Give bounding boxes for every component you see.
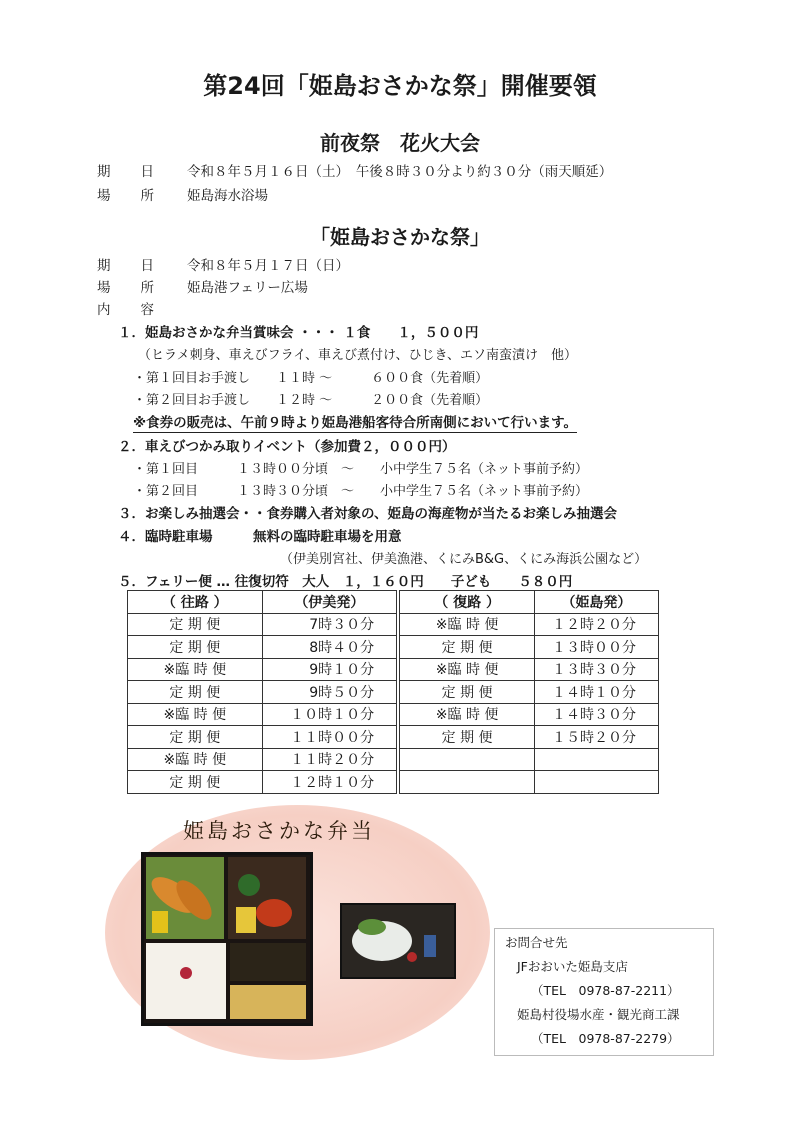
table-cell: １１時００分 xyxy=(262,726,397,749)
fireworks-date: 令和８年５月１６日（土） 午後８時３０分より約３０分（雨天順延） xyxy=(187,164,613,180)
festival-place: 姫島港フェリー広場 xyxy=(187,280,308,296)
table-row xyxy=(128,771,659,794)
column-header: （姫島発） xyxy=(534,591,658,614)
contact-box xyxy=(494,928,714,1056)
table-cell: 定 期 便 xyxy=(128,726,263,749)
table-cell: １１時２０分 xyxy=(262,748,397,771)
bento-illustration xyxy=(144,855,310,1023)
item-3: ３．お楽しみ抽選会・・食券購入者対象の、姫島の海産物が当たるお楽しみ抽選会 xyxy=(118,506,617,522)
table-cell xyxy=(534,771,658,794)
table-row xyxy=(128,726,659,749)
table-cell: 定 期 便 xyxy=(400,636,535,659)
festival-heading: 「姫島おさかな祭」 xyxy=(310,225,490,249)
item-1-session-1: ・第１回目お手渡し １１時 ～ ６００食（先着順） xyxy=(133,371,489,386)
table-cell: 定 期 便 xyxy=(128,636,263,659)
contact-tel-1: （TEL 0978-87-2211） xyxy=(531,983,680,998)
festival-date-row xyxy=(97,254,349,274)
item-2-session-1: ・第１回目 １３時００分頃 ～ 小中学生７５名（ネット事前予約） xyxy=(133,462,589,477)
column-header: （伊美発） xyxy=(262,591,397,614)
fireworks-date-row xyxy=(97,160,612,180)
item-4: ４．臨時駐車場 無料の臨時駐車場を用意 xyxy=(118,529,402,545)
festival-date: 令和８年５月１７日（日） xyxy=(187,258,349,274)
item-2-session-2: ・第２回目 １３時３０分頃 ～ 小中学生７５名（ネット事前予約） xyxy=(133,484,589,499)
table-cell: 定 期 便 xyxy=(128,681,263,704)
table-cell: 9時５０分 xyxy=(262,681,397,704)
festival-place-row xyxy=(97,276,308,296)
table-row xyxy=(128,748,659,771)
table-cell: １４時１０分 xyxy=(534,681,658,704)
bento-label: 姫島おさかな弁当 xyxy=(183,819,375,843)
table-row xyxy=(128,703,659,726)
contact-org-1: JFおおいた姫島支店 xyxy=(517,959,628,974)
table-cell xyxy=(400,771,535,794)
content-label: 内容 xyxy=(97,302,184,318)
column-header: （ 復路 ） xyxy=(400,591,535,614)
table-cell: ※臨 時 便 xyxy=(128,658,263,681)
date-label: 期日 xyxy=(97,164,184,180)
table-cell: １２時１０分 xyxy=(262,771,397,794)
item-4-detail: （伊美別宮社、伊美漁港、くにみB&G、くにみ海浜公園など） xyxy=(280,552,648,567)
column-header: （ 往路 ） xyxy=(128,591,263,614)
table-cell: 定 期 便 xyxy=(128,771,263,794)
contact-heading: お問合せ先 xyxy=(505,935,568,950)
fireworks-place-row xyxy=(97,184,268,204)
table-cell: ※臨 時 便 xyxy=(400,658,535,681)
sashimi-image xyxy=(340,903,456,979)
table-cell: 定 期 便 xyxy=(128,613,263,636)
place-label: 場所 xyxy=(97,188,184,204)
table-cell: 7時３０分 xyxy=(262,613,397,636)
fireworks-place: 姫島海水浴場 xyxy=(187,188,268,204)
fireworks-heading: 前夜祭 花火大会 xyxy=(320,131,480,155)
item-1-session-2: ・第２回目お手渡し １２時 ～ ２００食（先着順） xyxy=(133,393,489,408)
table-cell: 9時１０分 xyxy=(262,658,397,681)
date-label: 期日 xyxy=(97,258,184,274)
table-cell: １５時２０分 xyxy=(534,726,658,749)
table-header-row xyxy=(128,591,659,614)
table-cell: １３時３０分 xyxy=(534,658,658,681)
table-cell: １２時２０分 xyxy=(534,613,658,636)
contact-org-2: 姫島村役場水産・観光商工課 xyxy=(517,1007,680,1022)
ticket-note: ※食券の販売は、午前９時より姫島港船客待合所南側において行います。 xyxy=(133,411,577,433)
table-cell xyxy=(400,748,535,771)
table-cell: ※臨 時 便 xyxy=(400,703,535,726)
item-5: ５．フェリー便 … 往復切符 大人 １，１６０円 子ども ５８０円 xyxy=(118,574,573,590)
table-cell: １３時００分 xyxy=(534,636,658,659)
table-cell: 定 期 便 xyxy=(400,681,535,704)
contact-tel-2: （TEL 0978-87-2279） xyxy=(531,1031,680,1046)
table-row xyxy=(128,636,659,659)
ferry-timetable xyxy=(127,590,659,794)
table-cell: １０時１０分 xyxy=(262,703,397,726)
place-label: 場所 xyxy=(97,280,184,296)
table-cell: 8時４０分 xyxy=(262,636,397,659)
bento-box-image xyxy=(141,852,313,1026)
item-1: １．姫島おさかな弁当賞味会 ・・・ １食 １，５００円 xyxy=(118,325,479,341)
item-2: ２．車えびつかみ取りイベント（参加費２，０００円） xyxy=(118,439,456,455)
table-cell xyxy=(534,748,658,771)
table-cell: ※臨 時 便 xyxy=(128,748,263,771)
table-cell: ※臨 時 便 xyxy=(128,703,263,726)
table-row xyxy=(128,613,659,636)
table-cell: ※臨 時 便 xyxy=(400,613,535,636)
table-row xyxy=(128,658,659,681)
page-title: 第24回「姫島おさかな祭」開催要領 xyxy=(203,72,597,100)
table-row xyxy=(128,681,659,704)
table-cell: １４時３０分 xyxy=(534,703,658,726)
item-1-detail: （ヒラメ刺身、車えびフライ、車えび煮付け、ひじき、エソ南蛮漬け 他） xyxy=(138,348,578,363)
table-cell: 定 期 便 xyxy=(400,726,535,749)
sashimi-illustration xyxy=(342,905,454,977)
